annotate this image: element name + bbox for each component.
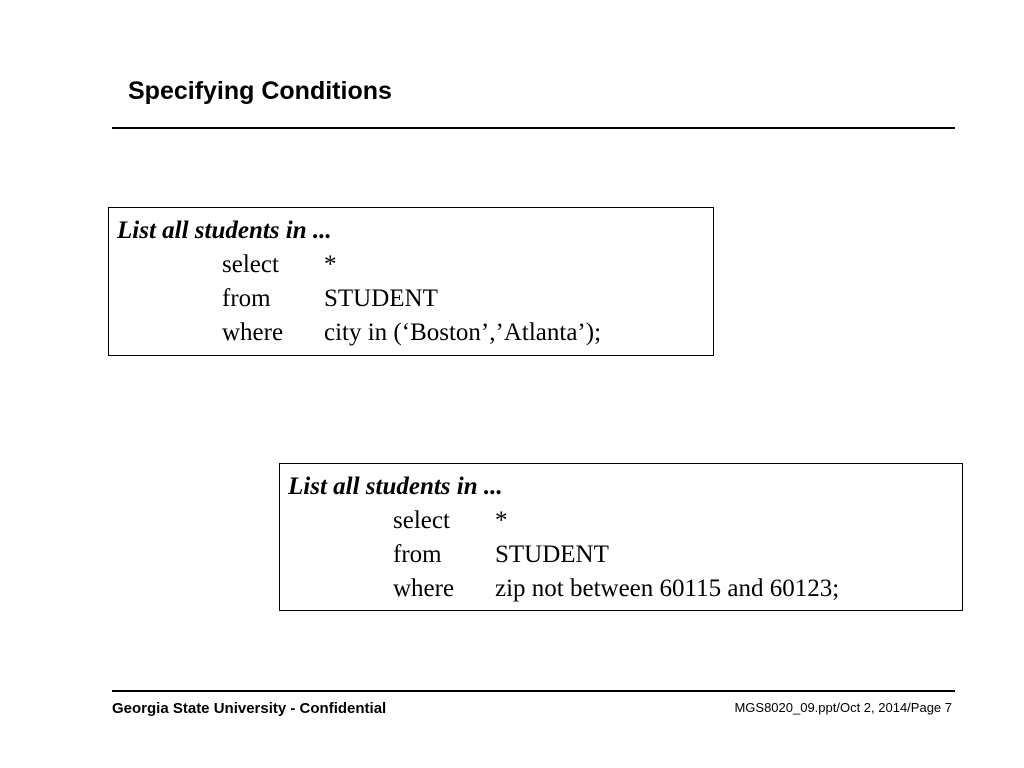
sql-from-line: [288, 538, 954, 572]
sql-keyword-select: select: [222, 251, 279, 278]
footer-page-reference: MGS8020_09.ppt/Oct 2, 2014/Page 7: [734, 700, 952, 715]
example-heading: List all students in ...: [288, 473, 503, 500]
sql-select-line: [288, 504, 954, 538]
sql-where-line: [117, 316, 705, 350]
sql-select-columns: *: [324, 251, 337, 278]
sql-where-line: [288, 572, 954, 606]
slide-title: Specifying Conditions: [128, 77, 392, 105]
sql-from-line: [117, 282, 705, 316]
sql-select-line: [117, 248, 705, 282]
sql-keyword-where: where: [393, 575, 455, 602]
sql-example-box-1: [108, 207, 714, 356]
sql-from-table: STUDENT: [495, 541, 609, 568]
sql-keyword-from: from: [393, 541, 442, 568]
footer-divider: [112, 690, 955, 692]
sql-where-condition: city in (‘Boston’,’Atlanta’);: [324, 319, 602, 346]
sql-select-columns: *: [495, 507, 508, 534]
sql-from-table: STUDENT: [324, 285, 438, 312]
example-heading: List all students in ...: [117, 217, 332, 244]
sql-example-box-2: [279, 463, 963, 611]
sql-keyword-where: where: [222, 319, 284, 346]
sql-where-condition: zip not between 60115 and 60123;: [495, 575, 840, 602]
footer-organization: Georgia State University - Confidential: [112, 700, 387, 717]
sql-keyword-from: from: [222, 285, 271, 312]
sql-keyword-select: select: [393, 507, 450, 534]
title-divider: [112, 127, 955, 129]
